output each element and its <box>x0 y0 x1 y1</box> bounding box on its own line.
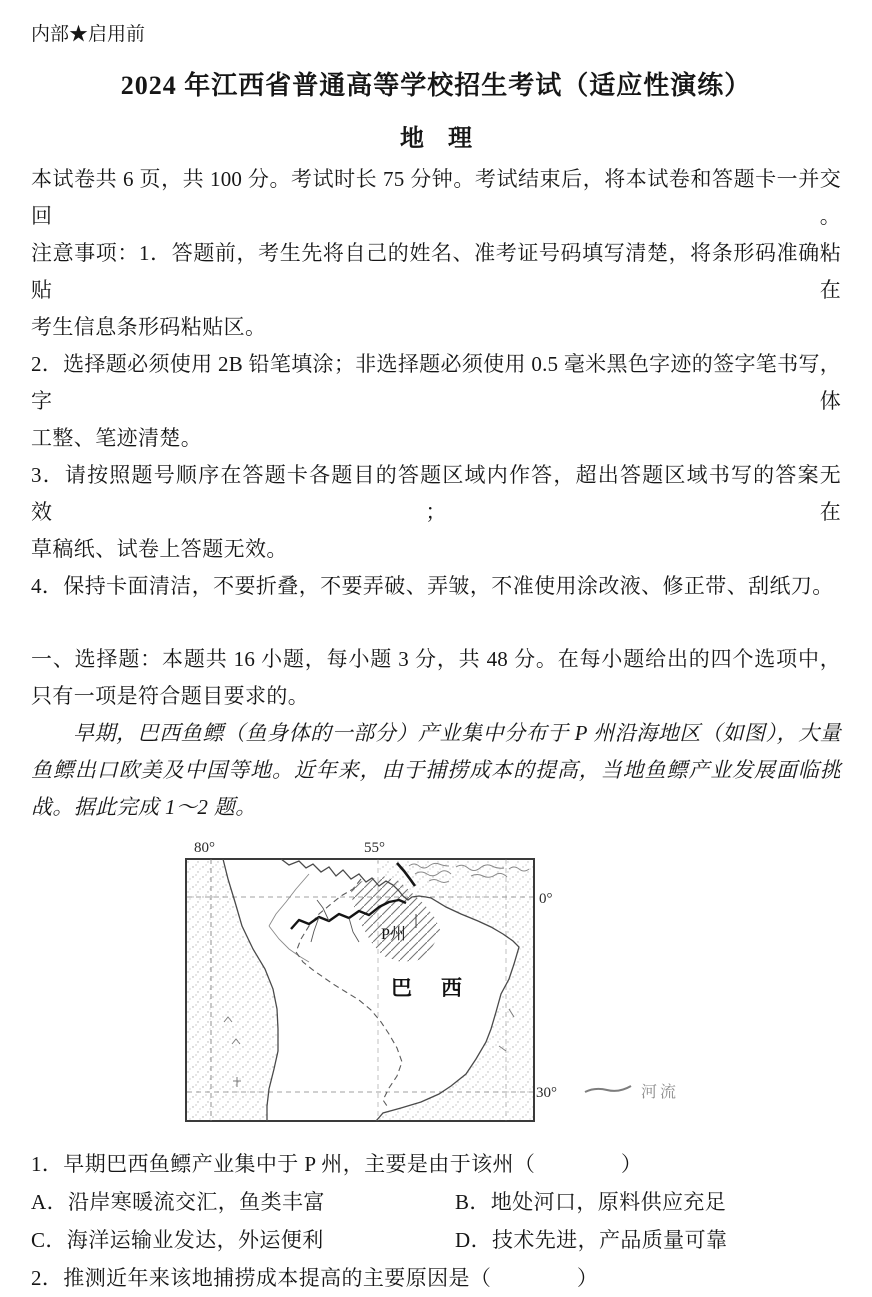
longitude-80-label: 80° <box>194 840 215 856</box>
exam-instructions <box>31 161 841 605</box>
internal-borders <box>269 874 309 962</box>
instruction-line: 工整、笔迹清楚。 <box>31 426 203 450</box>
option-d: D．技术先进，产品质量可靠 <box>455 1228 728 1252</box>
brazil-label: 巴 西 <box>391 976 466 1000</box>
section-line: 一、选择题：本题共 16 小题，每小题 3 分，共 48 分。在每小题给出的四个选项中， <box>31 647 841 671</box>
instruction-line: 本试卷共 6 页，共 100 分。考试时长 75 分钟。考试结束后，将本试卷和答题卡一并交回。 <box>31 167 841 228</box>
question-1-options-row <box>31 1183 841 1221</box>
passage-line: 早期，巴西鱼鳔（鱼身体的一部分）产业集中分布于 P 州沿海地区（如图），大量 <box>73 721 841 745</box>
map-figure <box>31 834 841 1139</box>
security-mark: 内部★启用前 <box>31 24 146 45</box>
passage-line: 战。据此完成 1～2 题。 <box>31 795 257 819</box>
instruction-line: 考生信息条形码粘贴区。 <box>31 315 267 339</box>
river-tributaries <box>311 900 359 942</box>
latitude-30-label: 30° <box>536 1085 557 1101</box>
brazil-map <box>31 834 841 1139</box>
longitude-55-label: 55° <box>364 840 385 856</box>
instruction-line: 3．请按照题号顺序在答题卡各题目的答题区域内作答，超出答题区域书写的答案无效；在 <box>31 463 841 524</box>
exam-title: 2024 年江西省普通高等学校招生考试（适应性演练） <box>120 71 752 100</box>
equator-label: 0° <box>539 891 553 907</box>
subject-title: 地 理 <box>400 126 472 152</box>
questions <box>31 1145 841 1297</box>
passage-line: 鱼鳔出口欧美及中国等地。近年来，由于捕捞成本的提高，当地鱼鳔产业发展面临挑 <box>31 758 841 782</box>
instruction-line: 注意事项：1．答题前，考生先将自己的姓名、准考证号码填写清楚，将条形码准确粘贴在 <box>31 241 841 302</box>
instruction-line: 4．保持卡面清洁，不要折叠，不要弄破、弄皱，不准使用涂改液、修正带、刮纸刀。 <box>31 574 834 598</box>
reading-passage <box>31 715 841 826</box>
option-b: B．地处河口，原料供应充足 <box>455 1190 727 1214</box>
option-a: A．沿岸寒暖流交汇，鱼类丰富 <box>31 1190 325 1214</box>
river-legend-icon <box>585 1086 631 1092</box>
section-header <box>31 641 841 715</box>
section-line: 只有一项是符合题目要求的。 <box>31 684 310 708</box>
p-state-label: P州 <box>381 926 406 943</box>
instruction-line: 2．选择题必须使用 2B 铅笔填涂；非选择题必须使用 0.5 毫米黑色字迹的签字笔书写，字体 <box>31 352 841 413</box>
instruction-line: 草稿纸、试卷上答题无效。 <box>31 537 288 561</box>
question-1-options-row <box>31 1221 841 1259</box>
question-1-stem: 1．早期巴西鱼鳔产业集中于 P 州，主要是由于该州（ ） <box>31 1152 643 1176</box>
option-c: C．海洋运输业发达，外运便利 <box>31 1228 324 1252</box>
question-2-stem: 2．推测近年来该地捕捞成本提高的主要原因是（ ） <box>31 1266 599 1290</box>
pacific-ocean-stipple <box>187 860 278 1120</box>
river-legend-label: 河流 <box>641 1084 680 1101</box>
